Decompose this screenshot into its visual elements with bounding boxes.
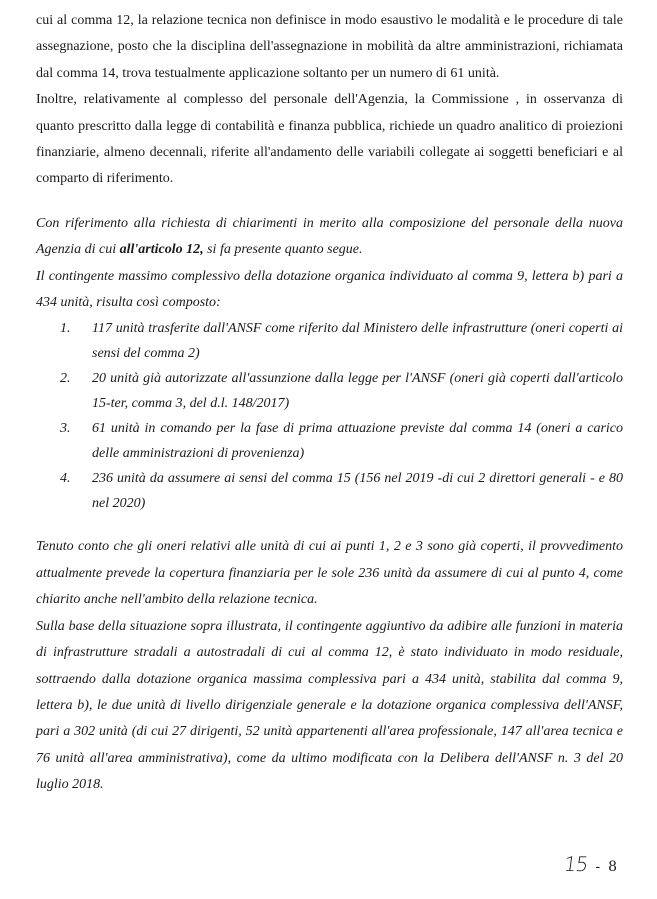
contingent-composition: Il contingente massimo complessivo della dotazione organica individuato al comma 9, lettera b) pari a 434 unità, risulta così composto: <box>36 268 623 311</box>
list-item: 2. 20 unità già autorizzate all'assunzione dalla legge per l'ANSF (oneri già coperti dall'articolo 15-ter, comma 3, del d.l. 148/2017) <box>60 371 623 412</box>
page-number <box>564 852 617 876</box>
page-number-separator: - <box>595 859 601 875</box>
paragraph-assignment: cui al comma 12, la relazione tecnica non definisce in modo esaustivo le modalità e le procedure di tale assegnazione, posto che la disciplina dell'assegnazione in mobilità da altre amministrazioni, richiamata dal comma 14, trova testualmente applicazione soltanto per un numero di 61 unità. <box>36 13 623 81</box>
paragraph-financial-projections: Inoltre, relativamente al complesso del personale dell'Agenzia, la Commissione , in osservanza di quanto prescritto dalla legge di contabilità e finanza pubblica, richiede un quadro analitico di proiezioni finanziarie, almeno decennali, riferite all'andamento delle variabili collegate ai soggetti beneficiari e al comparto di riferimento. <box>36 92 623 187</box>
reply-intro: Con riferimento alla richiesta di chiarimenti in merito alla composizione del personale della nuova Agenzia di cui all'articolo 12, si fa presente quanto segue. <box>36 215 623 258</box>
printed-page-number: 8 <box>608 859 617 875</box>
composition-list <box>36 316 623 516</box>
list-item: 3. 61 unità in comando per la fase di prima attuazione previste dal comma 14 (oneri a carico delle amministrazioni di provenienza) <box>60 421 623 462</box>
document-page <box>36 8 623 799</box>
article-reference: all'articolo 12, <box>119 242 204 258</box>
government-reply <box>36 211 623 799</box>
commission-remarks <box>36 8 623 193</box>
list-item: 1. 117 unità trasferite dall'ANSF come riferito dal Ministero delle infrastrutture (oneri coperti ai sensi del comma 2) <box>60 321 623 362</box>
paragraph-coverage: Tenuto conto che gli oneri relativi alle unità di cui ai punti 1, 2 e 3 sono già coperti, il provvedimento attualmente prevede la copertura finanziaria per le sole 236 unità da assumere di cui al punto 4, come chiarito anche nell'ambito della relazione tecnica. <box>36 539 623 608</box>
handwritten-page-number: 15 <box>562 852 590 876</box>
paragraph-residual-contingent: Sulla base della situazione sopra illustrata, il contingente aggiuntivo da adibire alle funzioni in materia di infrastrutture stradali a autostradali di cui al comma 12, è stato individuato in modo residuale, sottraendo dalla dotazione organica massima complessiva pari a 434 unità, stabilita dal comma 9, lettera b), le due unità di livello dirigenziale generale e la dotazione organica complessiva dell'ANSF, pari a 302 unità (di cui 27 dirigenti, 52 unità appartenenti all'area professionale, 147 all'area tecnica e 76 unità all'area amministrativa), come da ultimo modificata con la Delibera dell'ANSF n. 3 del 20 luglio 2018. <box>36 618 623 793</box>
list-item: 4. 236 unità da assumere ai sensi del comma 15 (156 nel 2019 -di cui 2 direttori generali - e 80 nel 2020) <box>60 471 623 512</box>
